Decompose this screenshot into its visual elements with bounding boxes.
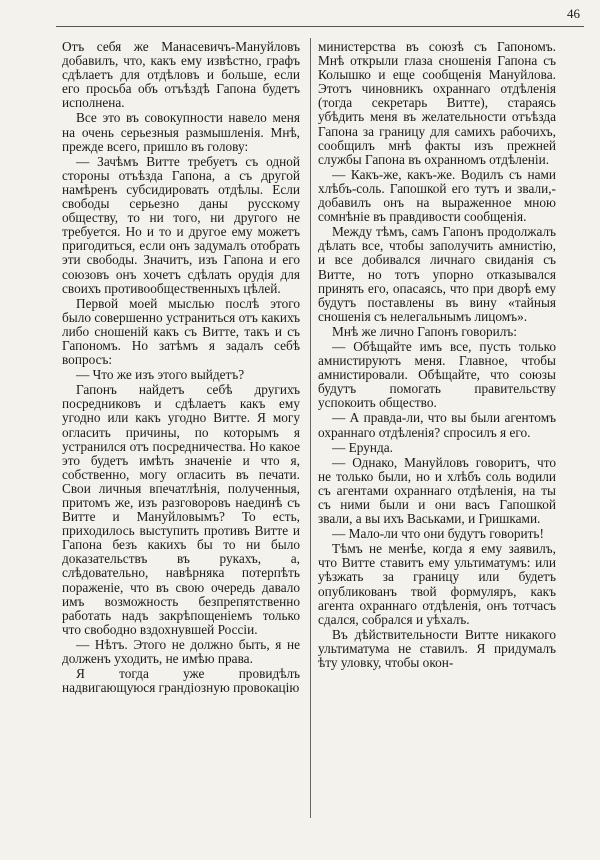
left-column <box>62 40 300 696</box>
paragraph: Между тѣмъ, самъ Гапонъ продолжалъ дѣлать все, чтобы заполучить амнистію, и все добивался личнаго свиданія съ Витте, но тотъ упорно отказывался принять его, опасаясь, что при дворѣ ему будутъ поставлены въ вину «тайныя сношенія съ нелегальнымъ лицомъ». <box>318 224 556 324</box>
paragraph: — Мало-ли что они будутъ говорить! <box>332 526 544 542</box>
paragraph: Все это въ совокупности навело меня на очень серьезныя размышленія. Мнѣ, прежде всего, пришло въ голову: <box>62 110 300 154</box>
paragraph: — Нѣтъ. Этого не должно быть, я не долженъ уходить, не имѣю права. <box>62 636 300 667</box>
paragraph: — Ерунда. <box>332 439 393 455</box>
paragraph: — А правда-ли, что вы были агентомъ охраннаго отдѣленія? спросилъ я его. <box>318 410 556 440</box>
column-divider <box>310 38 311 818</box>
right-column <box>318 40 556 671</box>
paragraph: — Что же изъ этого выйдетъ? <box>76 367 245 383</box>
paragraph: Отъ себя же Манасевичъ-Мануйловъ добавилъ, что, какъ ему извѣстно, графъ сдѣлаетъ для отдѣловъ и больше, если его просьба объ отъѣздѣ Гапона будетъ исполнена. <box>62 39 300 111</box>
header-rule <box>56 26 584 27</box>
paragraph: Я тогда уже провидѣлъ надвигающуюся грандіозную провокацію <box>62 666 300 696</box>
page-number: 46 <box>567 6 580 21</box>
paragraph: Мнѣ же лично Гапонъ говорилъ: <box>332 323 517 339</box>
paragraph: Въ дѣйствительности Витте никакого ультиматума не ставилъ. Я придумалъ ѣту уловку, чтобы окон- <box>318 626 556 671</box>
paragraph: министерства въ союзѣ съ Гапономъ. Мнѣ открыли глаза сношенія Гапона съ Колышко и еще сообщенія Мануйлова. Этотъ чиновникъ охраннаго отдѣленія (тогда секретарь Витте), стараясь убѣдить меня въ желательности отъѣзда Гапона за границу для самихъ рабочихъ, сообщилъ мнѣ факты изъ прежней службы Гапона въ охранномъ отдѣленіи. <box>318 39 556 167</box>
paragraph: Первой моей мыслью послѣ этого было совершенно устраниться отъ какихъ либо сношеній какъ съ Витте, такъ и съ Гапономъ. Но затѣмъ я задалъ себѣ вопросъ: <box>62 295 300 368</box>
paragraph: — Однако, Мануйловъ говоритъ, что не только были, но и хлѣбъ соль водили съ агентами охраннаго отдѣленія, на ты съ ними были и они васъ Гапошкой звали, а вы ихъ Васьками, и Гришками. <box>318 454 556 527</box>
paragraph: Тѣмъ не менѣе, когда я ему заявилъ, что Витте ставитъ ему ультиматумъ: или уѣзжать за границу или будетъ опубликованъ твой формуляръ, какъ агента охраннаго отдѣленія, онъ тотчасъ сдался, собрался и уѣхалъ. <box>318 541 556 627</box>
paragraph: Гапонъ найдетъ себѣ другихъ посредниковъ и сдѣлаетъ какъ ему угодно или какъ угодно Витте. Я могу огласить причины, по которымъ я устранился отъ посредничества. Но какое это будетъ имѣть значеніе и что я, собственно, могу огласить въ печати. Свои личныя впечатлѣнія, полученныя, притомъ же, изъ разговоровъ наединѣ съ Витте и Мануйловымъ? То есть, приходилось выступить противъ Витте и Гапона безъ какихъ бы то ни было доказательствъ въ рукахъ, а, слѣдовательно, навѣрняка потерпѣть пораженіе, что въ свою очередь давало имъ возможность безпрепятственно работать надъ закрѣпощеніемъ только что свободно вздохнувшей Россіи. <box>62 382 300 637</box>
paragraph: — Обѣщайте имъ все, пусть только амнистируютъ меня. Главное, чтобы амнистировали. Обѣщайте, что союзы будутъ помогать правительству успокоить общество. <box>318 338 556 411</box>
paragraph: — Какъ-же, какъ-же. Водилъ съ нами хлѣбъ-соль. Гапошкой его тутъ и звали,- добавилъ онъ на выраженное мною сомнѣніе въ правдивости сообщенія. <box>318 166 556 225</box>
paragraph: — Зачѣмъ Витте требуетъ съ одной стороны отъѣзда Гапона, а съ другой намѣренъ субсидировать отдѣлы. Если свободы серьезно даны русскому обществу, то ни того, ни другого не требуется. Но и то и другое ему можетъ пригодиться, если онъ задумалъ отобрать эти свободы. Значитъ, изъ Гапона и его союзовъ онъ хочетъ сдѣлать орудія для своихъ противообщественныхъ цѣлей. <box>62 153 300 296</box>
